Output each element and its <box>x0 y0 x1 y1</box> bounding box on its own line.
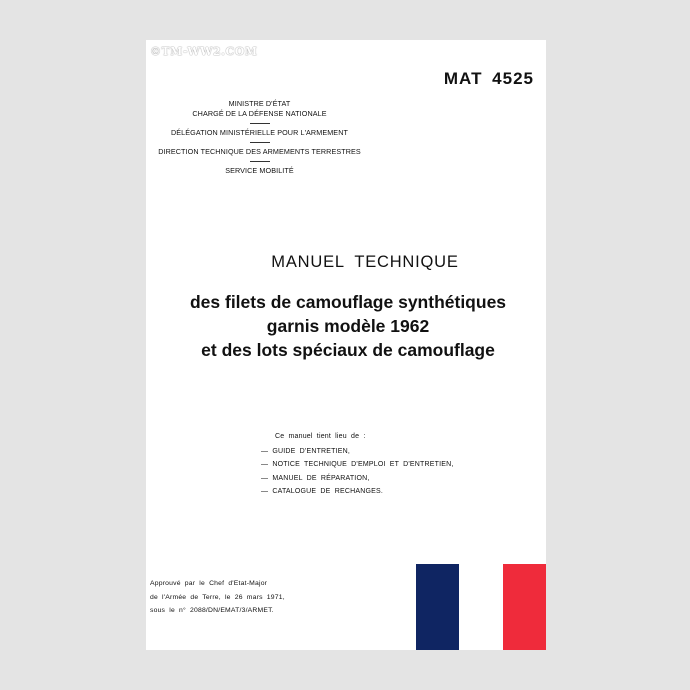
divider <box>250 161 270 162</box>
approval-line: de l'Armée de Terre, le 26 mars 1971, <box>150 593 285 601</box>
subtitle-line: et des lots spéciaux de camouflage <box>201 340 495 360</box>
ministry-line-3: DÉLÉGATION MINISTÉRIELLE POUR L'ARMEMENT <box>171 128 348 137</box>
flag-stripe-red <box>503 564 546 650</box>
flag-stripe-white <box>459 564 502 650</box>
manual-cover-page <box>146 40 546 650</box>
subtitle-line: garnis modèle 1962 <box>266 316 430 336</box>
replaces-list <box>261 430 454 499</box>
ministry-header <box>146 99 373 176</box>
ministry-line-2: CHARGÉ DE LA DÉFENSE NATIONALE <box>192 109 327 118</box>
page-title: MANUEL TECHNIQUE <box>271 253 459 271</box>
list-item: — GUIDE D'ENTRETIEN, <box>261 447 351 455</box>
list-item: — CATALOGUE DE RECHANGES. <box>261 488 383 495</box>
ministry-line-1: MINISTRE D'ÉTAT <box>228 99 291 108</box>
divider <box>250 123 270 124</box>
replaces-intro: Ce manuel tient lieu de : <box>275 433 366 440</box>
list-item: — MANUEL DE RÉPARATION, <box>261 474 370 482</box>
ministry-line-4: DIRECTION TECHNIQUE DES ARMEMENTS TERRESTRES <box>158 147 361 156</box>
subtitle-line: des filets de camouflage synthétiques <box>189 292 507 312</box>
divider <box>250 142 270 143</box>
subtitle <box>146 290 546 362</box>
document-code: MAT 4525 <box>443 69 534 88</box>
list-item: — NOTICE TECHNIQUE D'EMPLOI ET D'ENTRETIEN, <box>261 461 454 468</box>
approval-line: sous le n° 2088/DN/EMAT/3/ARMET. <box>150 607 274 614</box>
flag-stripe-blue <box>416 564 459 650</box>
approval-line: Approuvé par le Chef d'Etat-Major <box>150 580 268 587</box>
ministry-line-5: SERVICE MOBILITÉ <box>225 166 294 175</box>
french-flag-icon <box>416 564 546 650</box>
watermark: ©TM-WW2.COM <box>150 45 258 58</box>
approval-note <box>150 577 285 618</box>
